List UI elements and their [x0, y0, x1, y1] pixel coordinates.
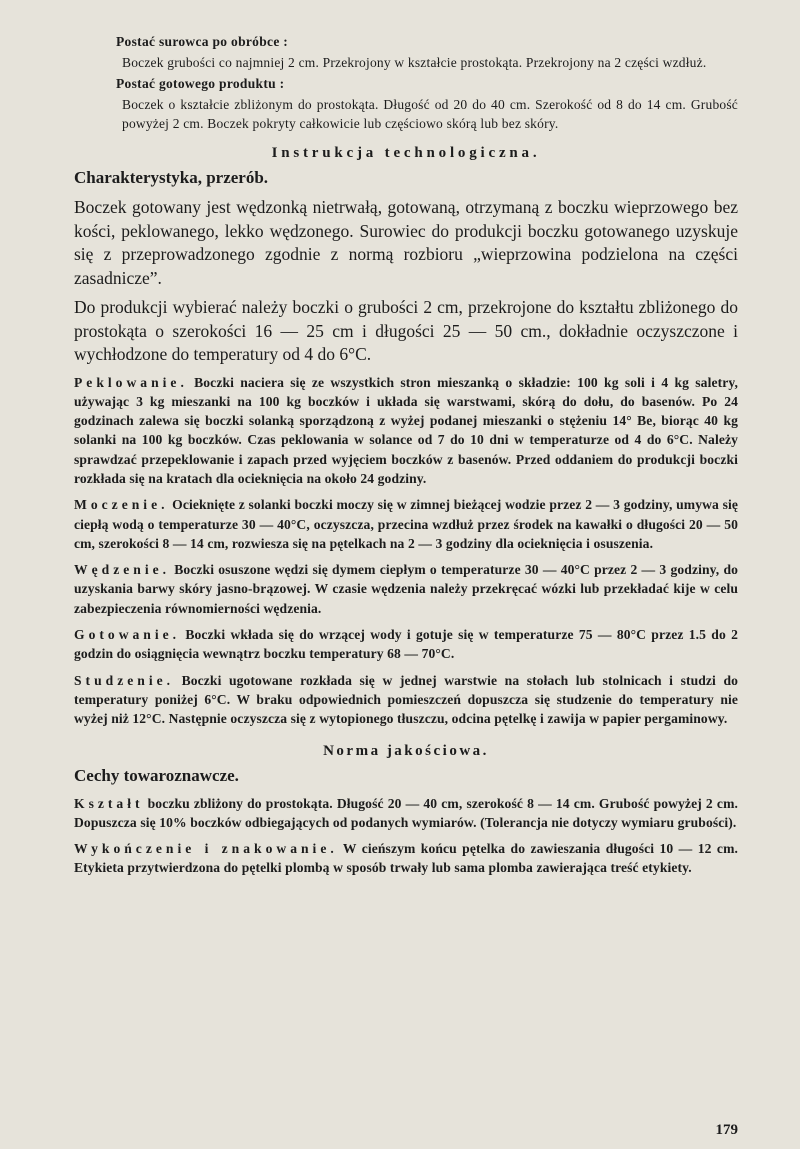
soaking-paragraph — [74, 495, 738, 553]
page-number: 179 — [715, 1122, 738, 1138]
soaking-term: Moczenie. — [74, 497, 169, 513]
cooling-text: Boczki ugotowane rozkłada się w jednej warstwie na stołach lub stolnicach i studzi do temperatury poniżej 6°C. W braku odpowiednich pomieszczeń dopuszcza się studzenie do temperatury nie wyżej niż 12°C. Następnie oczyszcza się z wytopionego tłuszczu, odcina pętelkę i zawija w papier pergaminowy. — [74, 672, 738, 727]
characteristics-subtitle: Charakterystyka, przerób. — [74, 168, 269, 187]
finishing-text: W cieńszym końcu pętelka do zawieszania długości 10 — 12 cm. Etykieta przytwierdzona do pętelki plombą w sposób trwały lub sama plomba zawierająca treść etykiety. — [74, 841, 738, 876]
cooking-term: Gotowanie. — [74, 627, 181, 643]
instruction-title: Instrukcja technologiczna. — [271, 145, 541, 161]
smoking-term: Wędzenie. — [74, 562, 171, 578]
curing-text: Boczki naciera się ze wszystkich stron mieszanką o składzie: 100 kg soli i 4 kg saletry, używając 3 kg mieszanki na 100 kg boczków i układa się warstwami, skórą do dołu, do basenów. Po 24 godzinach zalewa się boczki solanką sporządzoną z wyżej podanej mieszanki o stężeniu 14° Be, biorąc 40 kg solanki na 100 kg boczków. Czas peklowania w solance od 7 do 10 dni w temperaturze od 4 do 6°C. Należy sprawdzać przepeklowanie i zapach przed wyjęciem boczków z basenów. Przed oddaniem do produkcji boczki rozkłada się na kratach dla ocieknięcia na około 24 godziny. — [74, 374, 738, 486]
spec-raw-heading: Postać surowca po obróbce : — [116, 34, 289, 49]
soaking-text: Ocieknięte z solanki boczki moczy się w zimnej bieżącej wodzie przez 2 — 3 godziny, umywa się ciepłą wodą o temperaturze 30 — 40°C, oczyszcza, przecina wzdłuż przez środek na kawałki o długości 20 — 50 cm, szerokości 8 — 14 cm, rozwiesza się na pętelkach na 2 — 3 godziny dla ocieknięcia i osuszenia. — [74, 497, 738, 551]
cooking-text: Boczki wkłada się do wrzącej wody i gotuje się w temperaturze 75 — 80°C przez 1.5 do 2 godzin do osiągnięcia wewnątrz boczku temperatury 68 — 70°C. — [74, 627, 738, 662]
commodity-features-subtitle: Cechy towaroznawcze. — [74, 765, 239, 785]
curing-paragraph — [74, 373, 738, 489]
cooling-term: Studzenie. — [74, 672, 175, 688]
lead-paragraph-2: Do produkcji wybierać należy boczki o grubości 2 cm, przekrojone do kształtu zbliżonego do prostokąta o szerokości 16 — 25 cm i długości 25 — 50 cm., dokładnie oczyszczone i wychłodzone do temperatury od 4 do 6°C. — [74, 297, 738, 364]
quality-title: Norma jakościowa. — [323, 742, 489, 759]
spec-product-heading: Postać gotowego produktu : — [116, 76, 285, 91]
smoking-paragraph — [74, 560, 738, 618]
spec-product-body: Boczek o kształcie zbliżonym do prostokąta. Długość od 20 do 40 cm. Szerokość od 8 do 14 cm. Grubość powyżej 2 cm. Boczek pokryty całkowicie lub częściowo skórą lub bez skóry. — [122, 97, 738, 131]
finishing-term: Wykończenie i znakowanie. — [74, 841, 338, 857]
shape-paragraph — [74, 794, 738, 833]
smoking-text: Boczki osuszone wędzi się dymem ciepłym o temperaturze 30 — 40°C przez 2 — 3 godziny, do uzyskania barwy skóry jasno-brązowej. W czasie wędzenia należy przekręcać wózki lub przekładać kije w celu zabezpieczenia równomierności wędzenia. — [74, 562, 738, 616]
shape-term: Kształt — [74, 795, 144, 811]
cooking-paragraph — [74, 625, 738, 664]
spec-raw-body: Boczek grubości co najmniej 2 cm. Przekrojony w kształcie prostokąta. Przekrojony na 2 części wzdłuż. — [122, 55, 707, 70]
finishing-paragraph — [74, 839, 738, 878]
curing-term: Peklowanie. — [74, 374, 188, 390]
lead-paragraph-1: Boczek gotowany jest wędzonką nietrwałą, gotowaną, otrzymaną z boczku wieprzowego bez kości, peklowanego, lekko wędzonego. Surowiec do produkcji boczku gotowanego uzyskuje się z przeprowadzonego zgodnie z normą rozbioru „wieprzowina podzielona na części zasadnicze”. — [74, 197, 738, 288]
cooling-paragraph — [74, 671, 738, 729]
shape-text: boczku zbliżony do prostokąta. Długość 20 — 40 cm, szerokość 8 — 14 cm. Grubość powyżej 2 cm. Dopuszcza się 10% boczków odbiegających od podanych wymiarów. (Tolerancja nie dotyczy wymiaru grubości). — [74, 795, 738, 830]
